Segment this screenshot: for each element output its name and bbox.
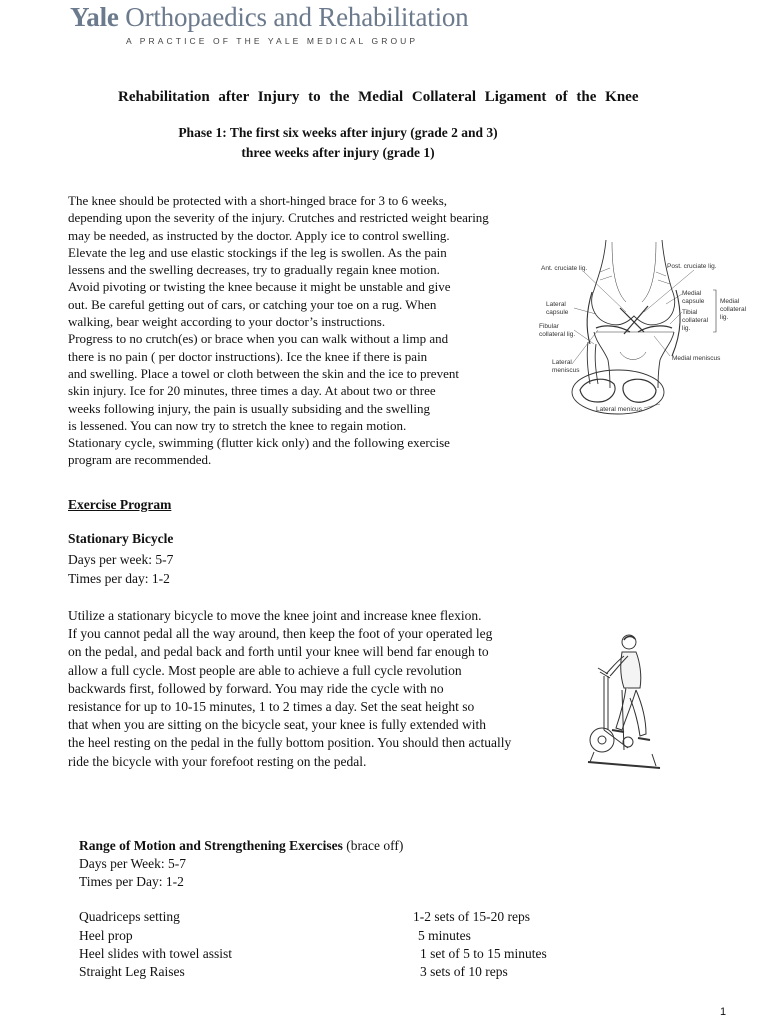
label-medial-meniscus: Medial meniscus: [672, 355, 721, 362]
text-line: ride the bicycle with your forefoot resting on the pedal.: [68, 753, 367, 769]
knee-anatomy-illustration: [536, 232, 758, 422]
exercise-value: 1-2 sets of 15-20 reps: [413, 909, 530, 924]
exercise-name: Heel prop: [79, 928, 133, 943]
text-line: there is no pain ( per doctor instructions). Ice the knee if there is pain: [68, 348, 428, 364]
phase-line-1: Phase 1: The first six weeks after injury (grade 2 and 3): [178, 125, 498, 140]
label-medial-collateral: Medial: [720, 298, 740, 305]
label-ant-cruciate: Ant. cruciate lig.: [541, 265, 588, 272]
text-line: If you cannot pedal all the way around, then keep the foot of your operated leg: [68, 626, 493, 642]
text-line: Avoid pivoting or twisting the knee because it might be unstable and give: [68, 279, 451, 295]
text-line: the heel resting on the pedal in the fully bottom position. You should then actually: [68, 735, 512, 751]
label-tibial-collateral: Tibial: [682, 309, 698, 316]
text-line: and swelling. Place a towel or cloth between the skin and the ice to prevent: [68, 365, 459, 381]
text-line: lessens and the swelling decreases, try to gradually regain knee motion.: [68, 262, 440, 278]
text-line: The knee should be protected with a short-hinged brace for 3 to 6 weeks,: [68, 193, 448, 208]
text-line: weeks following injury, the pain is usually subsiding and the swelling: [68, 400, 431, 416]
phase-line-2: three weeks after injury (grade 1): [241, 145, 435, 160]
text-line: is lessened. You can now try to stretch the knee to regain motion.: [68, 417, 407, 433]
text-line: Elevate the leg and use elastic stockings if the leg is swollen. As the pain: [68, 244, 447, 260]
logo-tagline: A PRACTICE OF THE YALE MEDICAL GROUP: [126, 36, 419, 46]
text-line: walking, bear weight according to your doctor’s instructions.: [68, 314, 386, 330]
bicycle-times: Times per day: 1-2: [68, 571, 170, 586]
exercise-name: Straight Leg Raises: [79, 964, 185, 979]
rom-heading: [79, 838, 403, 854]
label-lateral-capsule-2: capsule: [546, 309, 569, 316]
rom-times: Times per Day: 1-2: [79, 874, 184, 889]
label-medial-capsule-2: capsule: [682, 298, 705, 305]
text-line: backwards first, followed by forward. You may ride the cycle with no: [68, 680, 444, 696]
label-fibular-collateral-2: collateral lig.: [539, 331, 576, 338]
exercise-name: Heel slides with towel assist: [79, 946, 232, 961]
exercise-value: 3 sets of 10 reps: [420, 964, 508, 979]
label-lateral-meniscus: Lateral: [552, 359, 572, 366]
exercise-value: 1 set of 5 to 15 minutes: [420, 946, 547, 961]
label-lateral-capsule: Lateral: [546, 301, 566, 308]
label-medial-collateral-2: collateral: [720, 306, 747, 313]
rom-heading-bold: Range of Motion and Strengthening Exercises: [79, 838, 343, 853]
text-line: that when you are sitting on the bicycle seat, your knee is fully extended with: [68, 717, 487, 733]
label-tibial-collateral-2: collateral: [682, 317, 709, 324]
logo-yale: Yale: [70, 2, 119, 32]
label-tibial-collateral-3: lig.: [682, 325, 691, 332]
text-line: depending upon the severity of the injury. Crutches and restricted weight bearing: [68, 210, 489, 226]
practice-logo: [70, 2, 468, 33]
text-line: Utilize a stationary bicycle to move the knee joint and increase knee flexion.: [68, 608, 482, 623]
label-lateral-menicus: Lateral menicus: [596, 406, 642, 413]
rom-days: Days per Week: 5-7: [79, 856, 187, 871]
text-line: on the pedal, and pedal back and forth until your knee will bend far enough to: [68, 644, 489, 660]
text-line: skin injury. Ice for 20 minutes, three times a day. At about two or three: [68, 383, 436, 399]
label-lateral-meniscus-2: meniscus: [552, 367, 580, 374]
page-number: 1: [720, 1006, 727, 1018]
logo-department: Orthopaedics and Rehabilitation: [125, 2, 469, 32]
text-line: Stationary cycle, swimming (flutter kick only) and the following exercise: [68, 435, 450, 451]
label-medial-collateral-3: lig.: [720, 314, 729, 321]
stationary-bicycle-heading: Stationary Bicycle: [68, 531, 174, 546]
label-medial-capsule: Medial: [682, 290, 702, 297]
stationary-bicycle-illustration: [584, 630, 664, 775]
text-line: may be needed, as instructed by the doctor. Apply ice to control swelling.: [68, 227, 450, 243]
intro-paragraph: [68, 192, 489, 469]
rom-heading-note: (brace off): [342, 838, 404, 853]
text-line: allow a full cycle. Most people are able to achieve a full cycle revolution: [68, 662, 462, 678]
text-line: Progress to no crutch(es) or brace when you can walk without a limp and: [68, 331, 449, 347]
exercise-name: Quadriceps setting: [79, 909, 180, 924]
text-line: resistance for up to 10-15 minutes, 1 to 2 times a day. Set the seat height so: [68, 698, 475, 714]
text-line: out. Be careful getting out of cars, or catching your toe on a rug. When: [68, 296, 437, 312]
label-post-cruciate: Post. cruciate lig.: [667, 263, 717, 270]
bicycle-paragraph: [68, 607, 511, 771]
bicycle-days: Days per week: 5-7: [68, 552, 174, 567]
exercise-value: 5 minutes: [418, 928, 471, 943]
label-fibular-collateral: Fibular: [539, 323, 559, 330]
exercise-program-heading: Exercise Program: [68, 497, 172, 512]
text-line: program are recommended.: [68, 452, 212, 468]
document-title: Rehabilitation after Injury to the Medial Collateral Ligament of the Knee: [118, 89, 639, 105]
